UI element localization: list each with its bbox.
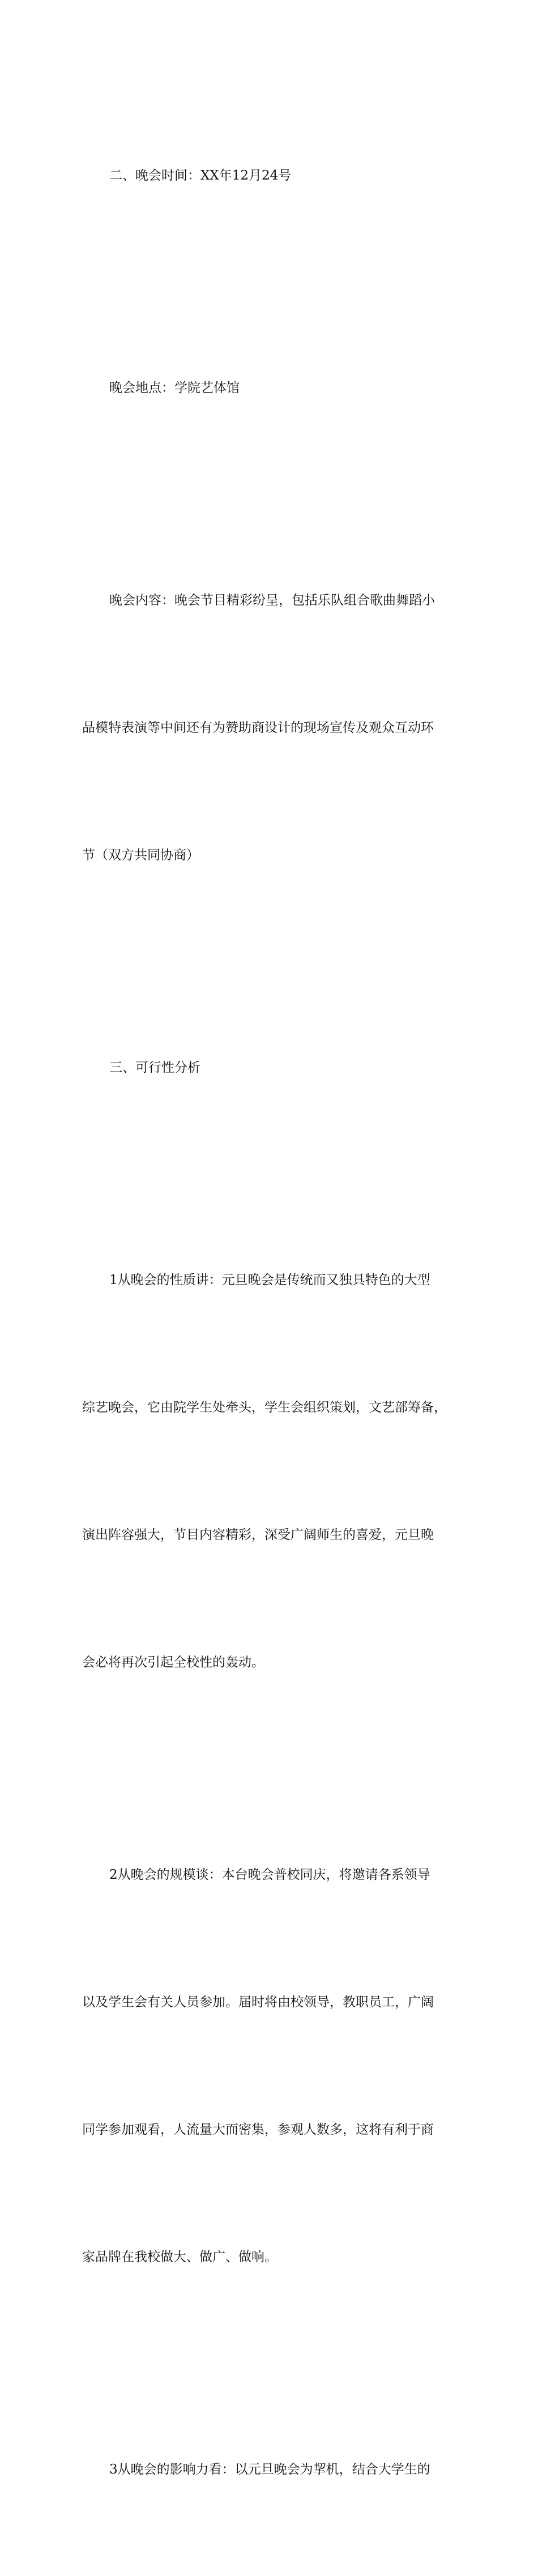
text-line: 晚会内容：晚会节目精彩纷呈，包括乐队组合歌曲舞蹈小 [109,593,435,608]
paragraph-event-venue [82,282,473,494]
paragraph-nature [82,1174,473,1769]
section-heading-feasibility [82,962,473,1174]
paragraph-event-time [82,70,473,282]
paragraph-event-content [82,494,473,962]
text-line: 家品牌在我校做大、做广、做响。 [82,2250,277,2264]
paragraph-scale [82,1769,473,2364]
text-line: 晚会地点：学院艺体馆 [109,381,240,395]
paragraph-influence [82,2364,473,2576]
text-line: 1从晚会的性质讲：元旦晚会是传统而又独具特色的大型 [109,1273,430,1287]
text-line: 二、晚会时间：XX年12月24号 [109,168,292,183]
text-line: 三、可行性分析 [109,1060,200,1075]
text-line: 演出阵容强大，节目内容精彩，深受广阔师生的喜爱，元旦晚 [82,1528,434,1542]
text-line: 以及学生会有关人员参加。届时将由校领导，教职员工，广阔 [82,1995,434,2010]
text-line: 品模特表演等中间还有为赞助商设计的现场宣传及观众互动环 [82,720,434,735]
text-line: 同学参加观看，人流量大而密集，参观人数多，这将有利于商 [82,2122,434,2137]
text-line: 综艺晚会，它由院学生处牵头，学生会组织策划，文艺部筹备， [82,1400,447,1415]
text-line: 会必将再次引起全校性的轰动。 [82,1655,264,1670]
text-line: 3从晚会的影响力看：以元旦晚会为挈机，结合大学生的 [109,2462,430,2477]
text-line: 2从晚会的规模谈：本台晚会普校同庆，将邀请各系领导 [109,1867,430,1882]
document-body [82,70,473,2576]
text-line: 节（双方共同协商） [82,848,199,863]
